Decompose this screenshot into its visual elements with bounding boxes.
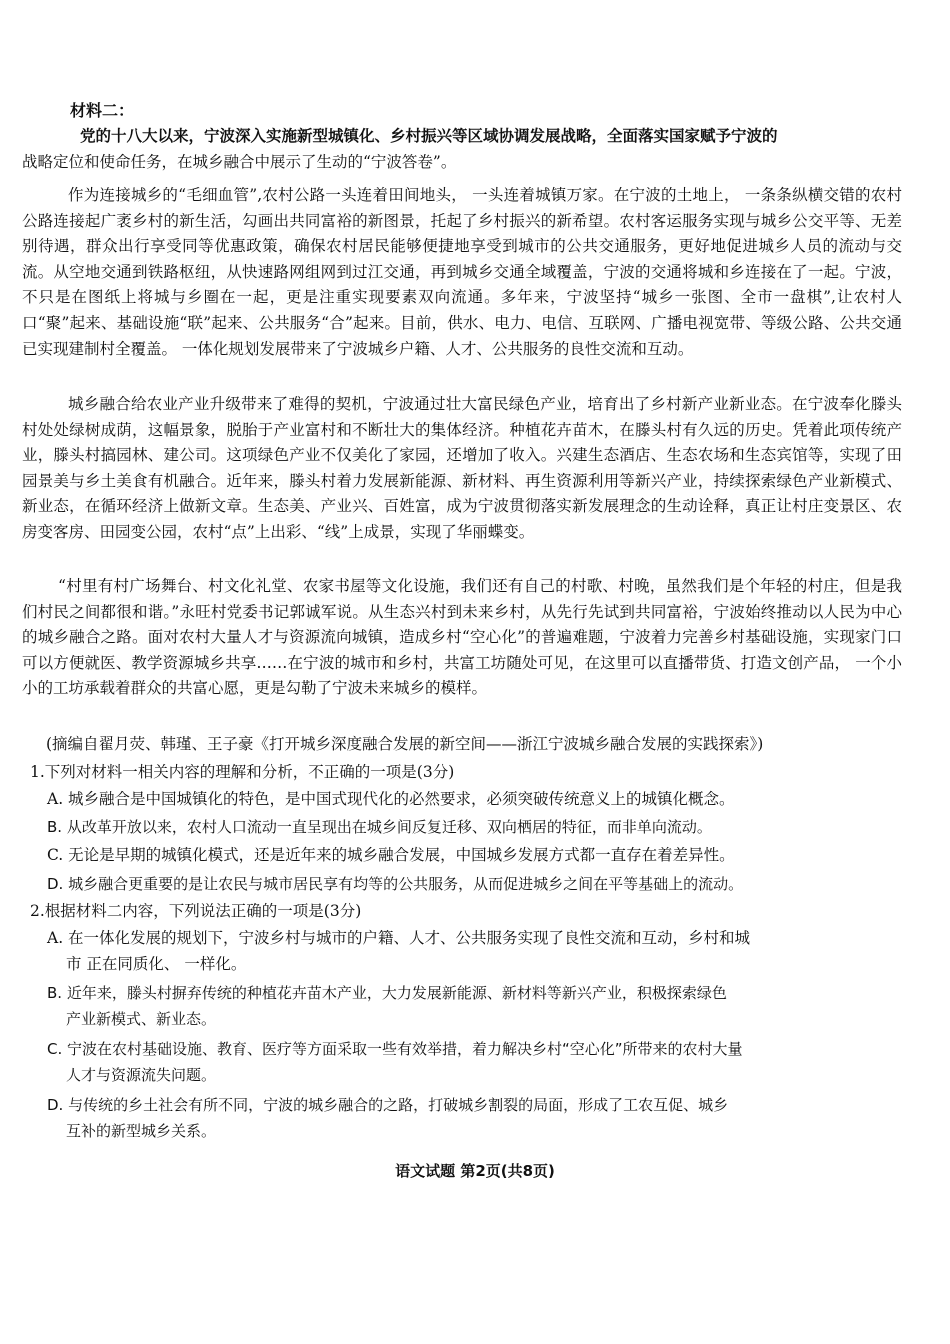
lead-paragraph	[22, 124, 902, 175]
question-2-option-d	[47, 1092, 897, 1144]
material-heading: 材料二：	[70, 101, 135, 120]
paragraph-transport: 作为连接城乡的“毛细血管”,农村公路一头连着田间地头， 一头连着城镇万家。在宁波的土地上， 一条条纵横交错的农村公路连接起广袤乡村的新生活，勾画出共同富裕的新图景，托起了乡村振兴的新希望。农村客运服务实现与城乡公交平等、无差别待遇，群众出行享受同等优惠政策，确保农村居民能够便捷地享受到城市的公共交通服务，更好地促进城乡人员的流动与交流。从空地交通到铁路枢纽，从快速路网组网到过江交通，再到城乡交通全域覆盖，宁波的交通将城和乡连接在了一起。宁波，不只是在图纸上将城与乡圈在一起，更是注重实现要素双向流通。多年来，宁波坚持“城乡一张图、全市一盘棋”,让农村人口“聚”起来、基础设施“联”起来、公共服务“合”起来。目前，供水、电力、电信、互联网、广播电视宽带、等级公路、公共交通已实现建制村全覆盖。 一体化规划发展带来了宁波城乡户籍、人才、公共服务的良性交流和互动。	[22, 186, 902, 358]
question-2-option-c	[47, 1036, 897, 1088]
question-2-option-b	[47, 980, 897, 1032]
paragraph-village: “村里有村广场舞台、村文化礼堂、农家书屋等文化设施，我们还有自己的村歌、村晚，虽然我们是个年轻的村庄，但是我们村民之间都很和谐。”永旺村党委书记郭诚军说。从生态兴村到未来乡村，从先行先试到共同富裕，宁波始终推动以人民为中心的城乡融合之路。面对农村大量人才与资源流向城镇，造成乡村“空心化”的普遍难题，宁波着力完善乡村基础设施，实现家门口可以方便就医、教学资源城乡共享……在宁波的城市和乡村，共富工坊随处可见，在这里可以直播带货、打造文创产品， 一个小小的工坊承载着群众的共富心愿，更是勾勒了宁波未来城乡的模样。	[22, 577, 902, 698]
question-1-option-b: B. 从改革开放以来，农村人口流动一直呈现出在城乡间反复迁移、双向栖居的特征，而非单向流动。	[47, 818, 712, 836]
question-1-option-c: C. 无论是早期的城镇化模式，还是近年来的城乡融合发展，中国城乡发展方式都一直存在着差异性。	[47, 846, 735, 864]
option-b-line1: B. 近年来，滕头村摒弃传统的种植花卉苗木产业，大力发展新能源、新材料等新兴产业，积极探索绿色	[47, 984, 727, 1002]
page-footer: 语文试题 第2页(共8页)	[395, 1162, 555, 1180]
question-2-stem: 2.根据材料二内容，下列说法正确的一项是(3分)	[30, 902, 362, 920]
option-a-line2: 市 正在同质化、 一样化。	[66, 955, 247, 973]
question-2-option-a	[47, 925, 897, 977]
option-d-line1: D. 与传统的乡土社会有所不同，宁波的城乡融合的之路，打破城乡割裂的局面，形成了工农互促、城乡	[47, 1096, 729, 1114]
option-c-line1: C. 宁波在农村基础设施、教育、医疗等方面采取一些有效举措，着力解决乡村“空心化”所带来的农村大量	[47, 1040, 743, 1058]
lead-bold-text: 党的十八大以来，宁波深入实施新型城镇化、乡村振兴等区域协调发展战略，全面落实国家赋予宁波的	[80, 127, 778, 145]
source-citation: (摘编自翟月荧、韩瑾、王子豪《打开城乡深度融合发展的新空间——浙江宁波城乡融合发展的实践探索》)	[46, 735, 764, 753]
lead-rest-text: 战略定位和使命任务，在城乡融合中展示了生动的“宁波答卷”。	[22, 152, 457, 171]
option-a-line1: A. 在一体化发展的规划下，宁波乡村与城市的户籍、人才、公共服务实现了良性交流和互动，乡村和城	[47, 929, 751, 947]
question-1-stem: 1.下列对材料一相关内容的理解和分析，不正确的一项是(3分)	[30, 763, 455, 781]
question-1-option-d: D. 城乡融合更重要的是让农民与城市居民享有均等的公共服务，从而促进城乡之间在平等基础上的流动。	[47, 875, 744, 893]
option-d-line2: 互补的新型城乡关系。	[66, 1122, 217, 1140]
option-c-line2: 人才与资源流失问题。	[66, 1066, 217, 1084]
paragraph-industry: 城乡融合给农业产业升级带来了难得的契机，宁波通过壮大富民绿色产业，培育出了乡村新产业新业态。在宁波奉化滕头村处处绿树成荫，这幅景象，脱胎于产业富村和不断壮大的集体经济。种植花卉苗木，在滕头村有久远的历史。凭着此项传统产业，滕头村搞园林、建公司。这项绿色产业不仅美化了家园，还增加了收入。兴建生态酒店、生态农场和生态宾馆等，实现了田园景美与乡土美食有机融合。近年来，滕头村着力发展新能源、新材料、再生资源利用等新兴产业，持续探索绿色产业新模式、新业态，在循环经济上做新文章。生态美、产业兴、百姓富，成为宁波贯彻落实新发展理念的生动诠释，真正让村庄变景区、农房变客房、田园变公园，农村“点”上出彩、“线”上成景，实现了华丽蝶变。	[22, 395, 902, 541]
option-b-line2: 产业新模式、新业态。	[66, 1010, 217, 1028]
question-1-option-a: A. 城乡融合是中国城镇化的特色，是中国式现代化的必然要求，必须突破传统意义上的城镇化概念。	[47, 790, 735, 808]
